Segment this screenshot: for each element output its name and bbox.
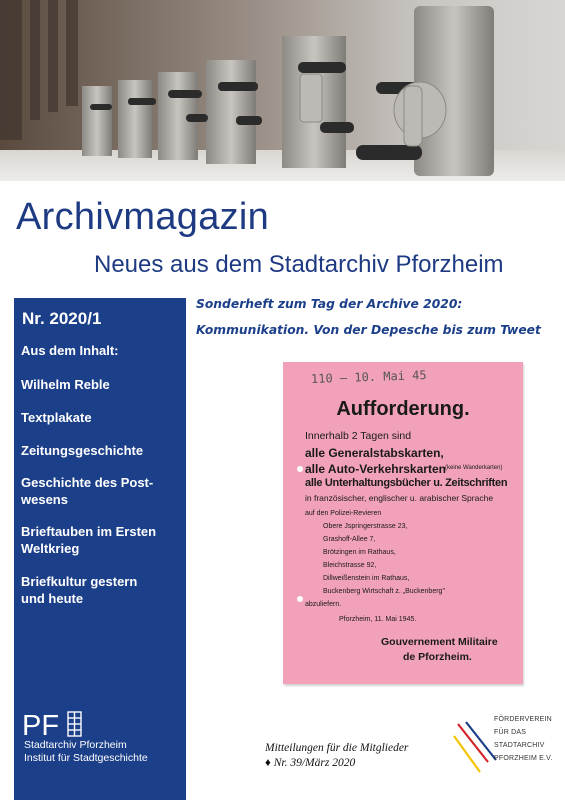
poster-line: Buckenberg Wirtschaft z. „Buckenberg" [323,588,445,595]
hero-photo [0,0,565,181]
logo-letters: PF [22,710,60,740]
poster-line: alle Auto-Verkehrskarten [305,462,446,476]
poster-line: Grashoff-Allee 7, [323,536,376,543]
poster-line: Dillweißenstein im Rathaus, [323,575,410,582]
poster-title: Aufforderung. [336,398,470,420]
poster-line: de Pforzheim. [403,651,472,663]
magazine-subtitle: Neues aus dem Stadtarchiv Pforzheim [94,251,504,278]
issue-number: Nr. 2020/1 [22,309,102,328]
handwritten-note: 110 — 10. Mai 45 [310,367,427,387]
contents-item: Brieftauben im Ersten Weltkrieg [21,524,157,556]
poster-line: Brötzingen im Rathaus, [323,549,396,556]
poster-line: Pforzheim, 11. Mai 1945. [339,616,417,623]
logo-line-2: Institut für Stadtgeschichte [24,752,148,764]
poster-line: (keine Wanderkarten) [445,465,503,471]
special-issue-line-1: Sonderheft zum Tag der Archive 2020: [196,297,463,311]
foerderverein-stripes-icon [450,718,500,778]
poster-line: Gouvernement Militaire [381,636,498,648]
poster-line: Innerhalb 2 Tagen sind [305,430,412,442]
aufforderung-poster [283,362,523,684]
contents-item: Briefkultur gestern und heute [21,574,138,606]
contents-heading: Aus dem Inhalt: [21,343,119,358]
archive-shelf-crank-photo [0,0,565,181]
contents-item: Zeitungsgeschichte [21,443,144,458]
magazine-title: Archivmagazin [16,196,270,238]
pf-logo-icon [22,708,104,740]
verein-line: FÜR DAS [494,729,527,736]
poster-line: auf den Polizei-Revieren [305,510,382,517]
verein-line: PFORZHEIM E.V. [494,755,553,762]
members-line-2: ♦ Nr. 39/März 2020 [265,757,356,769]
punch-hole [297,596,303,602]
members-line-1: Mitteilungen für die Mitglieder [265,742,409,754]
poster-line: Obere Jspringerstrasse 23, [323,523,408,530]
poster-line: alle Unterhaltungsbücher u. Zeitschriften [305,477,508,489]
contents-sidebar [14,298,186,800]
punch-hole [297,466,303,472]
poster-line: alle Generalstabskarten, [305,446,444,460]
contents-item: Wilhelm Reble [21,377,110,392]
poster-line: Bleichstrasse 92, [323,562,377,569]
contents-item: Geschichte des Post- wesens [21,475,154,507]
verein-line: FÖRDERVEREIN [494,716,552,723]
special-issue-line-2: Kommunikation. Von der Depesche bis zum Tweet [196,323,541,337]
poster-line: abzuliefern. [305,601,342,608]
verein-line: STADTARCHIV [494,742,545,749]
poster-line: in französischer, englischer u. arabischer Sprache [305,493,494,503]
contents-item: Textplakate [21,410,92,425]
logo-line-1: Stadtarchiv Pforzheim [24,739,127,751]
